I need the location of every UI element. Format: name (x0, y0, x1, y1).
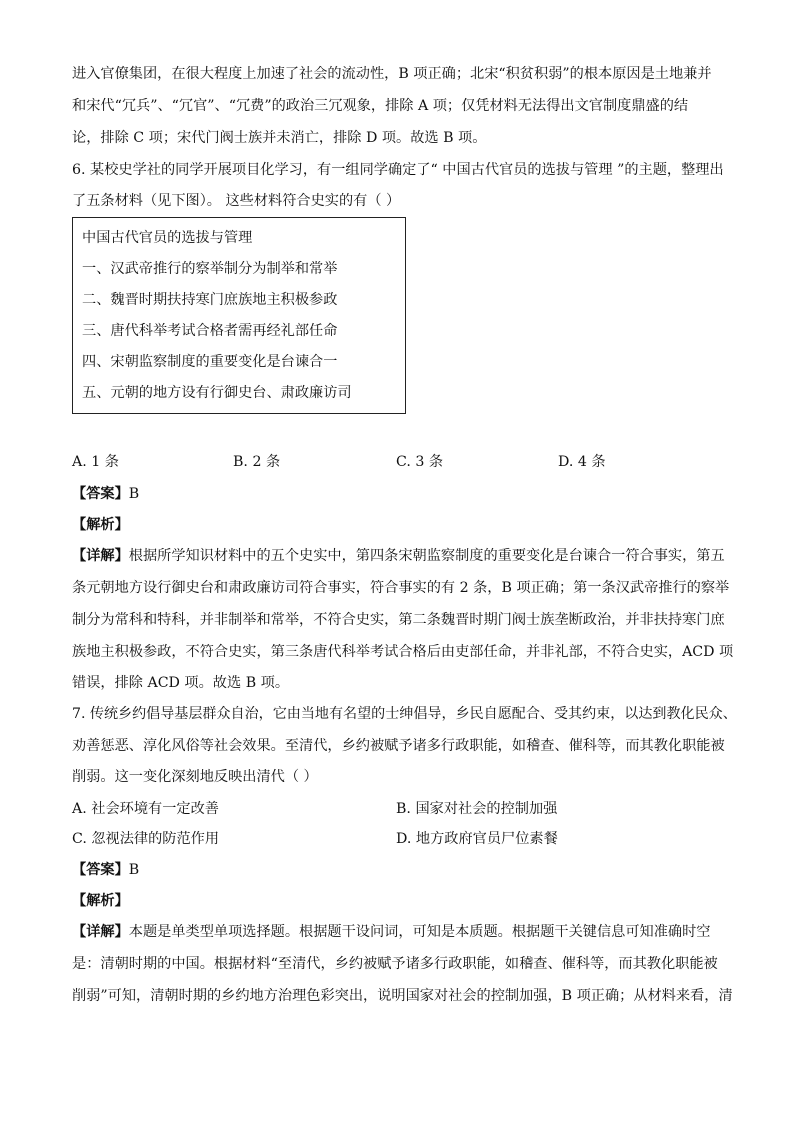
material-item: 四、宋朝监察制度的重要变化是台谏合一 (82, 354, 338, 370)
option-a: A. 1 条 (72, 454, 119, 470)
question-6-stem: 了五条材料（见下图）。 这些材料符合史实的有（ ） (72, 193, 401, 209)
detail-line: 【详解】根据所学知识材料中的五个史实中，第四条宋朝监察制度的重要变化是台谏合一符合事实，第五 (72, 548, 725, 564)
paragraph-line: 论，排除 C 项；宋代门阀士族并未消亡，排除 D 项。故选 B 项。 (72, 130, 487, 146)
detail-tag: 【详解】 (72, 548, 129, 564)
material-item: 三、唐代科举考试合格者需再经礼部任命 (82, 323, 338, 339)
material-item: 五、元朝的地方设有行御史台、肃政廉访司 (82, 385, 352, 401)
material-box (72, 217, 406, 414)
detail-line: 错误，排除 ACD 项。故选 B 项。 (72, 675, 290, 691)
answer-line (72, 484, 139, 504)
material-box-title: 中国古代官员的选拔与管理 (82, 230, 253, 246)
option-a: A. 社会环境有一定改善 (72, 801, 219, 817)
detail-line: 削弱”可知，清朝时期的乡约地方治理色彩突出，说明国家对社会的控制加强，B 项正确；从材料来看，清 (72, 988, 733, 1004)
answer-tag: 【答案】 (72, 486, 129, 502)
option-b: B. 2 条 (233, 454, 281, 470)
answer-value: B (128, 486, 140, 502)
question-7-stem: 削弱。这一变化深刻地反映出清代（ ） (72, 769, 318, 785)
analysis-tag: 【解析】 (72, 517, 129, 533)
detail-line: 族地主积极参政，不符合史实，第三条唐代科举考试合格后由吏部任命，并非礼部，不符合史实，ACD 项 (72, 644, 734, 660)
question-7-stem: 劝善惩恶、淳化风俗等社会效果。至清代，乡约被赋予诸多行政职能，如稽查、催科等，而其教化职能被 (72, 738, 725, 754)
detail-tag: 【详解】 (72, 924, 129, 940)
option-d: D. 4 条 (558, 454, 606, 470)
detail-line: 条元朝地方设行御史台和肃政廉访司符合事实，符合事实的有 2 条，B 项正确；第一条汉武帝推行的察举 (72, 580, 730, 596)
paragraph-line: 进入官僚集团，在很大程度上加速了社会的流动性，B 项正确；北宋“积贫积弱”的根本原因是土地兼并 (72, 66, 712, 82)
material-item: 二、魏晋时期扶持寒门庶族地主积极参政 (82, 292, 338, 308)
answer-line (72, 860, 139, 880)
option-d: D. 地方政府官员尸位素餐 (396, 831, 558, 847)
detail-line: 是：清朝时期的中国。根据材料“至清代，乡约被赋予诸多行政职能，如稽查、催科等，而其教化职能被 (72, 956, 718, 972)
question-7-stem: 7. 传统乡约倡导基层群众自治，它由当地有名望的士绅倡导，乡民自愿配合、受其约束，以达到教化民众、 (72, 706, 737, 722)
option-c: C. 3 条 (396, 454, 444, 470)
paragraph-line: 和宋代“冗兵”、“冗官”、“冗费”的政治三冗观象，排除 A 项；仅凭材料无法得出文官制度鼎盛的结 (72, 98, 689, 114)
analysis-tag: 【解析】 (72, 893, 129, 909)
question-6-stem: 6. 某校史学社的同学开展项目化学习，有一组同学确定了“ 中国古代官员的选拔与管理 ”的主题，整理出 (72, 162, 724, 178)
detail-line: 制分为常科和特科，并非制举和常举，不符合史实，第二条魏晋时期门阀士族垄断政治，并非扶持寒门庶 (72, 612, 725, 628)
option-b: B. 国家对社会的控制加强 (396, 801, 558, 817)
detail-line: 【详解】本题是单类型单项选择题。根据题干设问词，可知是本质题。根据题干关键信息可知准确时空 (72, 924, 711, 940)
answer-tag: 【答案】 (72, 862, 129, 878)
option-c: C. 忽视法律的防范作用 (72, 831, 220, 847)
answer-value: B (128, 862, 140, 878)
material-item: 一、汉武帝推行的察举制分为制举和常举 (82, 261, 338, 277)
